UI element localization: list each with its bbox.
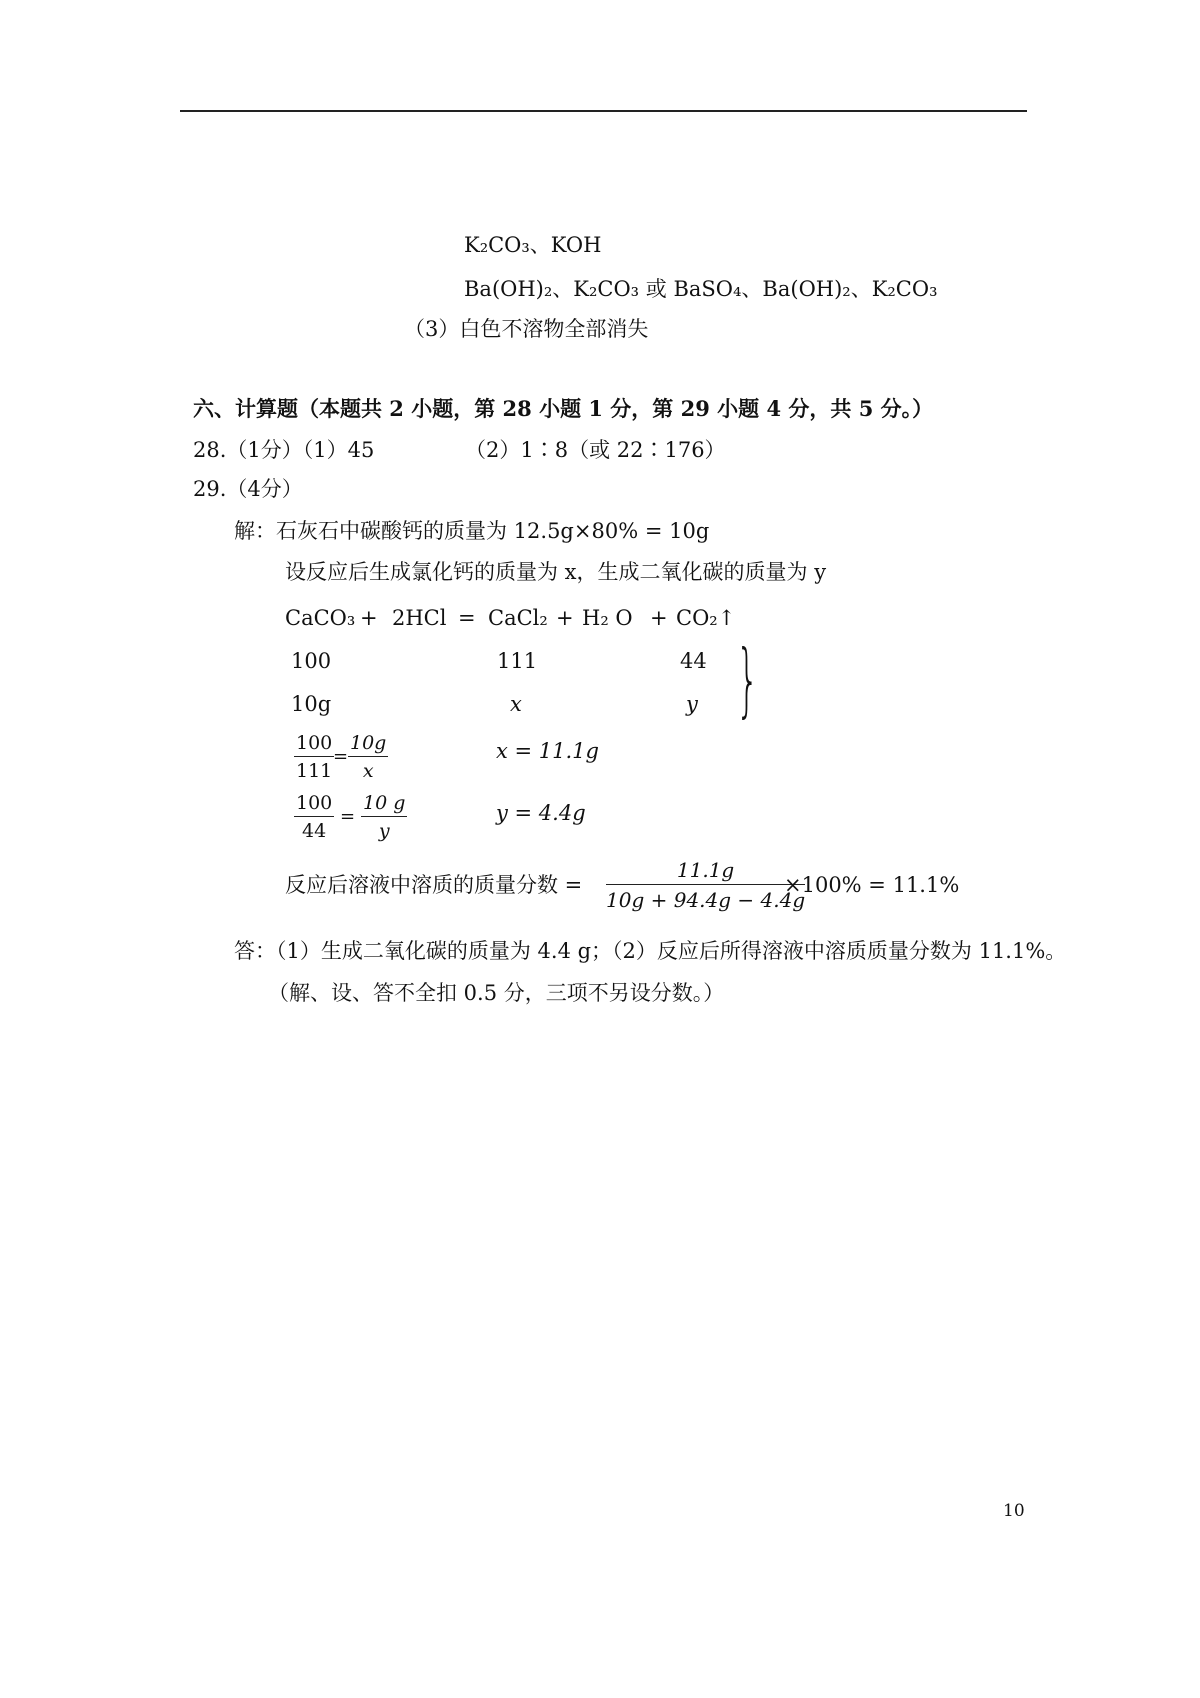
ratio-cacl2-actual: x [510,692,522,716]
fraction-2-right: $\frac{10 g}{y}$ [363,792,406,842]
answer-line-1: K₂CO₃、KOH [464,233,602,257]
equation-plus-1: + [360,606,378,630]
ratio-cacl2-mass: 111 [497,649,538,673]
section-heading: 六、计算题（本题共 2 小题，第 28 小题 1 分，第 29 小题 4 分，共 5 分。） [193,396,934,421]
answer-line-3: （3）白色不溶物全部消失 [404,317,649,341]
equation-plus-3: + [650,606,668,630]
mass-fraction-expression: $\frac{11.1g}{10g + 94.4g - 4.4g}$ [606,858,806,912]
question-28-part-2: （2）1∶8（或 22∶176） [465,438,726,462]
solution-line-2: 设反应后生成氯化钙的质量为 x，生成二氧化碳的质量为 y [285,560,827,584]
equation-hcl: 2HCl [392,606,447,630]
right-brace: } [736,633,759,726]
fraction-1-right: $\frac{10g}{x}$ [350,732,387,782]
answer-statement: 答：（1）生成二氧化碳的质量为 4.4 g；（2）反应后所得溶液中溶质质量分数为 11.1%。 [234,939,1067,963]
equation-h2o: H₂ O [582,606,633,630]
fraction-2-equals: = [340,806,356,827]
solution-line-1: 解：石灰石中碳酸钙的质量为 12.5g×80% = 10g [234,519,710,543]
ratio-co2-mass: 44 [680,649,707,673]
ratio-co2-actual: y [686,692,698,716]
header-rule [180,110,1027,112]
equation-cacl2: CaCl₂ [488,606,548,630]
question-28-part-1: 28.（1分）（1）45 [193,438,375,462]
ratio-caco3-actual: 10g [291,692,332,716]
equation-co2: CO₂↑ [676,606,736,630]
ratio-caco3-mass: 100 [291,649,332,673]
equation-equals: = [458,606,476,630]
fraction-2-left: $\frac{100}{44}$ [296,792,333,842]
equation-caco3: CaCO₃ [285,606,356,630]
result-x: x = 11.1g [496,739,599,763]
answer-line-2: Ba(OH)₂、K₂CO₃ 或 BaSO₄、Ba(OH)₂、K₂CO₃ [464,277,938,301]
question-29-label: 29.（4分） [193,477,303,501]
equation-plus-2: + [556,606,574,630]
fraction-1-equals: = [333,746,349,767]
mass-fraction-tail: ×100% = 11.1% [784,873,960,897]
page-number: 10 [1003,1501,1025,1521]
mass-fraction-label: 反应后溶液中溶质的质量分数 = [285,873,583,897]
result-y: y = 4.4g [496,801,586,825]
fraction-1-left: $\frac{100}{111}$ [296,732,333,782]
grading-note: （解、设、答不全扣 0.5 分，三项不另设分数。） [268,981,725,1005]
